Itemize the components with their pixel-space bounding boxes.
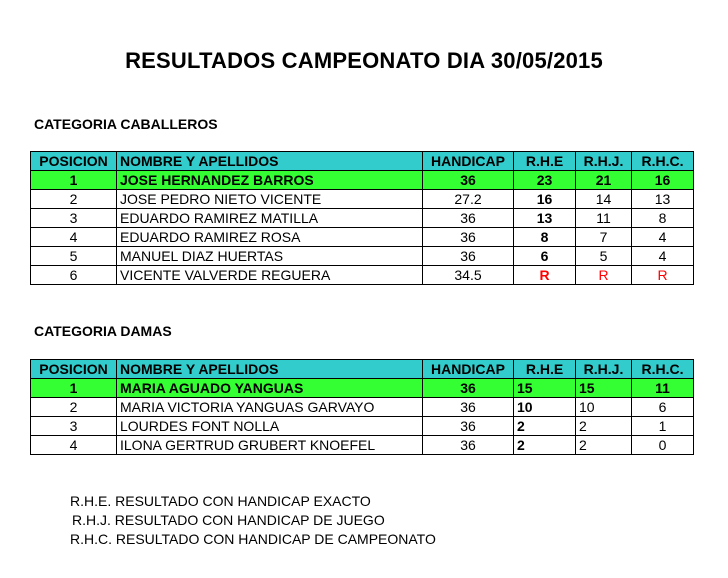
cell-rhj: 2	[576, 436, 632, 455]
cell-rhe: 2	[514, 436, 576, 455]
cell-rhe: 23	[514, 171, 576, 190]
header-rhe: R.H.E	[514, 152, 576, 171]
table-row	[31, 209, 694, 228]
cell-rhc: 6	[632, 398, 694, 417]
cell-rhj: 21	[576, 171, 632, 190]
table-row	[31, 379, 694, 398]
cell-handicap: 36	[423, 171, 514, 190]
cell-pos: 1	[31, 379, 117, 398]
cell-rhe: 13	[514, 209, 576, 228]
category-caballeros-label: CATEGORIA CABALLEROS	[34, 116, 218, 132]
category-damas-label: CATEGORIA DAMAS	[34, 323, 172, 339]
cell-rhj: 14	[576, 190, 632, 209]
cell-rhe: 6	[514, 247, 576, 266]
cell-pos: 2	[31, 398, 117, 417]
cell-handicap: 36	[423, 209, 514, 228]
cell-handicap: 36	[423, 228, 514, 247]
cell-pos: 3	[31, 417, 117, 436]
damas-header-row	[31, 360, 694, 379]
cell-rhj: 11	[576, 209, 632, 228]
cell-name: LOURDES FONT NOLLA	[117, 417, 423, 436]
cell-pos: 5	[31, 247, 117, 266]
cell-handicap: 27.2	[423, 190, 514, 209]
table-row	[31, 228, 694, 247]
cell-rhj: 15	[576, 379, 632, 398]
page-title: RESULTADOS CAMPEONATO DIA 30/05/2015	[125, 48, 603, 73]
cell-rhe: 8	[514, 228, 576, 247]
header-nombre: NOMBRE Y APELLIDOS	[117, 152, 423, 171]
header-posicion: POSICION	[31, 152, 117, 171]
table-row	[31, 190, 694, 209]
cell-name: EDUARDO RAMIREZ ROSA	[117, 228, 423, 247]
cell-handicap: 34.5	[423, 266, 514, 285]
cell-pos: 4	[31, 228, 117, 247]
cell-pos: 6	[31, 266, 117, 285]
cell-name: MARIA VICTORIA YANGUAS GARVAYO	[117, 398, 423, 417]
header-rhj: R.H.J.	[576, 152, 632, 171]
table-row	[31, 266, 694, 285]
cell-handicap: 36	[423, 436, 514, 455]
cell-handicap: 36	[423, 417, 514, 436]
cell-rhe: 16	[514, 190, 576, 209]
cell-rhe: R	[514, 266, 576, 285]
cell-rhe: 2	[514, 417, 576, 436]
cell-rhj: 7	[576, 228, 632, 247]
cell-name: EDUARDO RAMIREZ MATILLA	[117, 209, 423, 228]
cell-name: VICENTE VALVERDE REGUERA	[117, 266, 423, 285]
header-handicap: HANDICAP	[423, 360, 514, 379]
cell-rhc: 13	[632, 190, 694, 209]
cell-pos: 2	[31, 190, 117, 209]
cell-pos: 4	[31, 436, 117, 455]
cell-rhe: 10	[514, 398, 576, 417]
cell-rhc: 4	[632, 228, 694, 247]
header-handicap: HANDICAP	[423, 152, 514, 171]
table-row	[31, 398, 694, 417]
cell-rhc: 16	[632, 171, 694, 190]
caballeros-table	[30, 151, 694, 285]
cell-rhj: 10	[576, 398, 632, 417]
header-nombre: NOMBRE Y APELLIDOS	[117, 360, 423, 379]
header-rhc: R.H.C.	[632, 360, 694, 379]
cell-handicap: 36	[423, 379, 514, 398]
cell-rhc: 1	[632, 417, 694, 436]
table-row	[31, 171, 694, 190]
header-rhe: R.H.E	[514, 360, 576, 379]
cell-rhj: 2	[576, 417, 632, 436]
legend-rhj: R.H.J. RESULTADO CON HANDICAP DE JUEGO	[72, 512, 385, 528]
cell-rhc: 8	[632, 209, 694, 228]
cell-rhj: R	[576, 266, 632, 285]
legend-rhe: R.H.E. RESULTADO CON HANDICAP EXACTO	[70, 493, 371, 509]
cell-rhc: 4	[632, 247, 694, 266]
cell-name: ILONA GERTRUD GRUBERT KNOEFEL	[117, 436, 423, 455]
cell-name: MANUEL DIAZ HUERTAS	[117, 247, 423, 266]
caballeros-header-row	[31, 152, 694, 171]
cell-handicap: 36	[423, 247, 514, 266]
cell-rhe: 15	[514, 379, 576, 398]
cell-name: MARIA AGUADO YANGUAS	[117, 379, 423, 398]
cell-rhj: 5	[576, 247, 632, 266]
header-rhc: R.H.C.	[632, 152, 694, 171]
cell-name: JOSE HERNANDEZ BARROS	[117, 171, 423, 190]
cell-handicap: 36	[423, 398, 514, 417]
cell-rhc: 0	[632, 436, 694, 455]
cell-name: JOSE PEDRO NIETO VICENTE	[117, 190, 423, 209]
table-row	[31, 417, 694, 436]
header-rhj: R.H.J.	[576, 360, 632, 379]
cell-rhc: 11	[632, 379, 694, 398]
cell-pos: 1	[31, 171, 117, 190]
header-posicion: POSICION	[31, 360, 117, 379]
damas-table	[30, 359, 694, 455]
table-row	[31, 247, 694, 266]
legend-rhc: R.H.C. RESULTADO CON HANDICAP DE CAMPEONATO	[70, 531, 436, 547]
table-row	[31, 436, 694, 455]
cell-pos: 3	[31, 209, 117, 228]
cell-rhc: R	[632, 266, 694, 285]
